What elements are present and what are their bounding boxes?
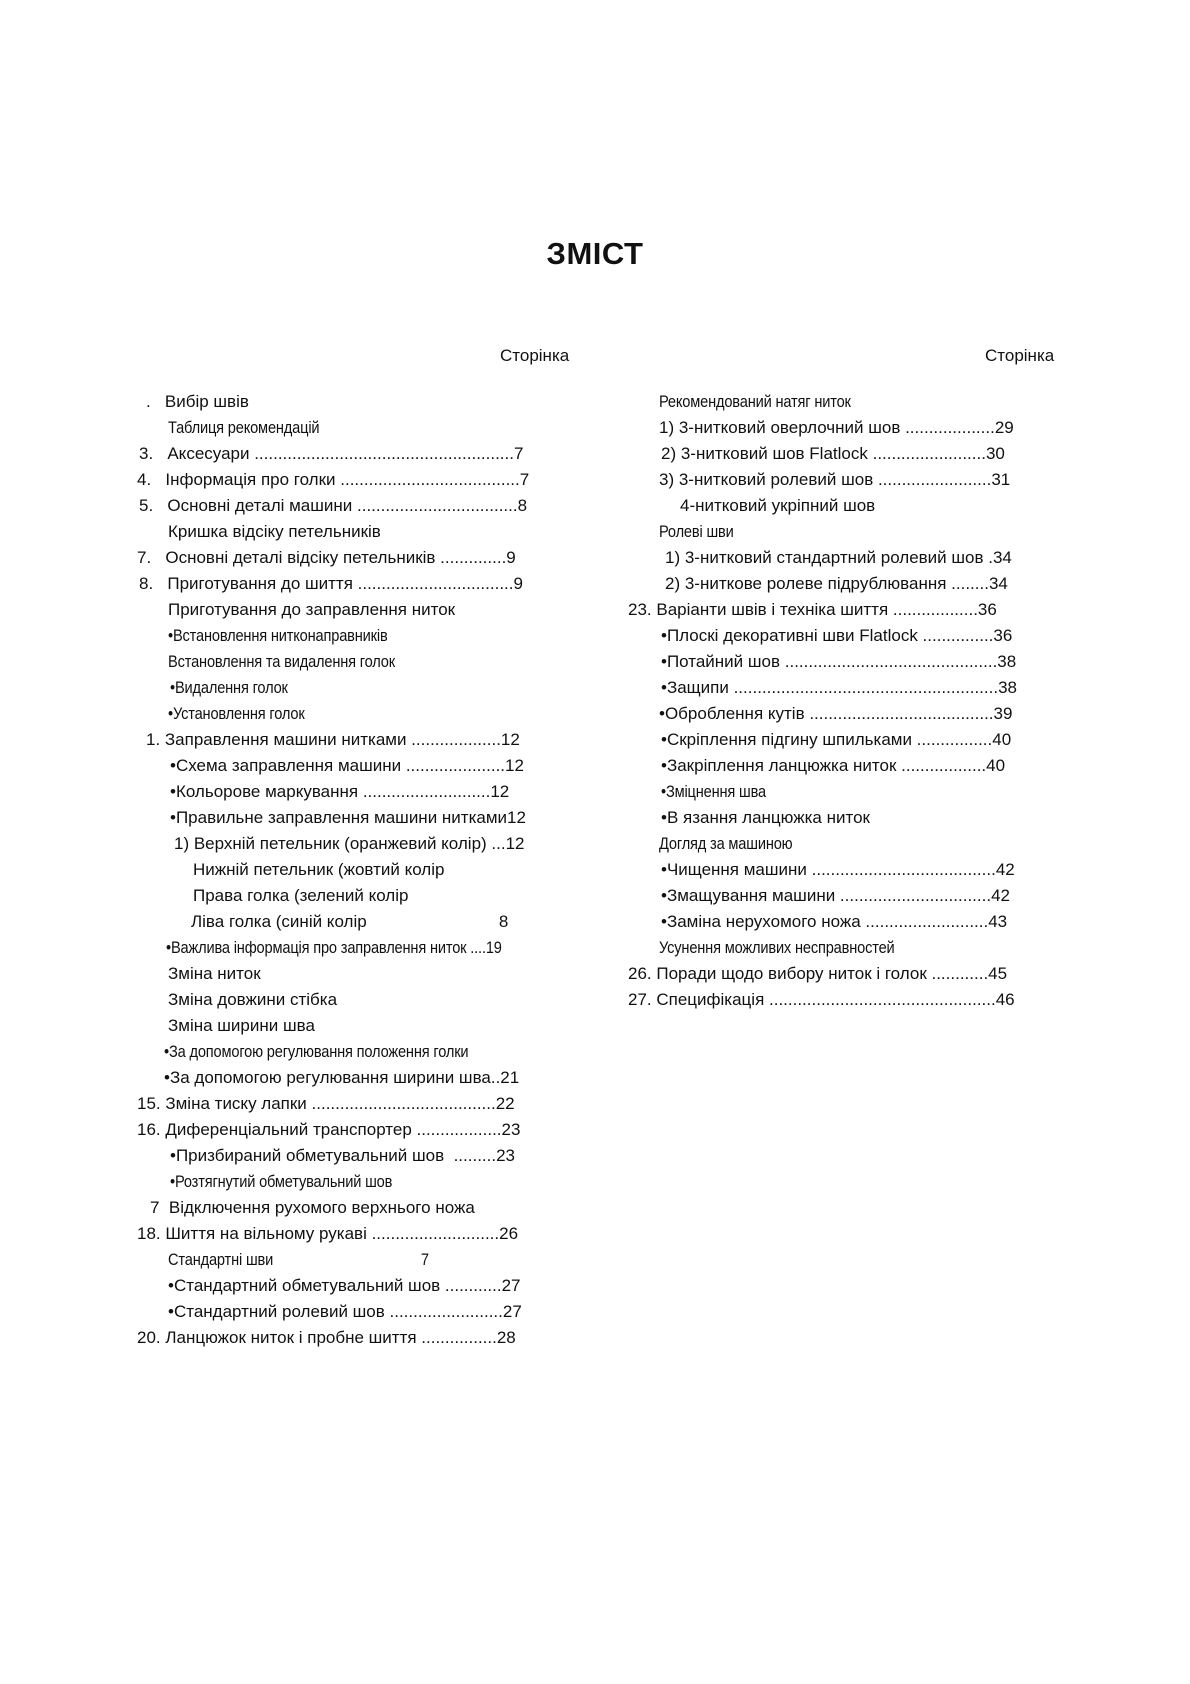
toc-entry: 3) 3-нитковий ролевий шов ........................31 — [659, 470, 1011, 489]
toc-entry: 1) 3-нитковий стандартний ролевий шов .34 — [665, 548, 1012, 567]
page-column-label-left: Сторінка — [500, 346, 570, 365]
page-title: ЗМІСТ — [546, 236, 644, 271]
toc-entry: 26. Поради щодо вибору ниток і голок ............45 — [628, 964, 1008, 983]
toc-entry: •Закріплення ланцюжка ниток ..................40 — [661, 756, 1006, 775]
toc-entry: 3. Аксесуари .......................................................7 — [139, 444, 524, 463]
toc-entry: Приготування до заправлення ниток — [168, 600, 456, 619]
toc-entry: •Схема заправлення машини .....................12 — [170, 756, 524, 775]
toc-entry: •Скріплення підгину шпильками ................40 — [661, 730, 1012, 749]
page-column-label-right: Сторінка — [985, 346, 1055, 365]
toc-entry: •Встановлення нитконаправників — [168, 626, 388, 645]
toc-entry: Стандартні шви 7 — [168, 1250, 429, 1269]
toc-entry: 16. Диференціальний транспортер ..................23 — [137, 1120, 521, 1139]
toc-entry: •Правильне заправлення машини нитками12 — [170, 808, 526, 827]
toc-entry: Зміна ширини шва — [168, 1016, 315, 1035]
toc-entry: •Змащування машини ................................42 — [661, 886, 1010, 905]
toc-entry: •Розтягнутий обметувальний шов — [170, 1172, 393, 1191]
toc-entry: Зміна довжини стібка — [168, 990, 338, 1009]
toc-entry: •Потайний шов .............................................38 — [661, 652, 1017, 671]
toc-entry: Ліва голка (синій колір 8 — [191, 912, 509, 931]
toc-entry: Кришка відсіку петельників — [168, 522, 381, 541]
toc-entry: •Видалення голок — [170, 678, 288, 697]
toc-entry: Рекомендований натяг ниток — [659, 392, 851, 411]
toc-entry: •Плоскі декоративні шви Flatlock ...............36 — [661, 626, 1013, 645]
toc-entry: . Вибір швів — [146, 392, 249, 411]
toc-entry: 1. Заправлення машини нитками ...................12 — [146, 730, 520, 749]
toc-entry: 1) Верхній петельник (оранжевий колір) ...12 — [174, 834, 525, 853]
toc-entry: •Призбираний обметувальний шов .........23 — [170, 1146, 516, 1165]
toc-entry: 15. Зміна тиску лапки .......................................22 — [137, 1094, 515, 1113]
toc-entry: 2) 3-ниткове ролеве підрублювання ........34 — [665, 574, 1008, 593]
toc-entry: 18. Шиття на вільному рукаві ...........................26 — [137, 1224, 519, 1243]
toc-entry: •За допомогою регулювання ширини шва..21 — [164, 1068, 520, 1087]
toc-entry: Права голка (зелений колір — [193, 886, 409, 905]
toc-entry: Зміна ниток — [168, 964, 261, 983]
toc-entry: 7 Відключення рухомого верхнього ножа — [150, 1198, 475, 1217]
toc-entry: •Оброблення кутів .......................................39 — [659, 704, 1013, 723]
toc-entry: 4-нитковий укріпний шов — [680, 496, 876, 515]
toc-entry: Таблиця рекомендацій — [168, 418, 320, 437]
toc-entry: •Стандартний ролевий шов ........................27 — [168, 1302, 522, 1321]
toc-entry: Усунення можливих несправностей — [659, 938, 895, 957]
toc-entry: Нижній петельник (жовтий колір — [193, 860, 445, 879]
toc-entry: Ролеві шви — [659, 522, 734, 541]
toc-entry: 4. Інформація про голки ......................................7 — [137, 470, 530, 489]
toc-entry: •Заміна нерухомого ножа ..........................43 — [661, 912, 1008, 931]
toc-entry: 2) 3-нитковий шов Flatlock ........................30 — [661, 444, 1005, 463]
toc-entry: 20. Ланцюжок ниток і пробне шиття ................28 — [137, 1328, 516, 1347]
toc-entry: Встановлення та видалення голок — [168, 652, 395, 671]
toc-entry: •Стандартний обметувальний шов ............27 — [168, 1276, 521, 1295]
toc-entry: Догляд за машиною — [659, 834, 793, 853]
toc-entry: •Чищення машини .......................................42 — [661, 860, 1015, 879]
toc-entry: •За допомогою регулювання положення голки — [164, 1042, 469, 1061]
toc-entry: 27. Специфікація ................................................46 — [628, 990, 1015, 1009]
toc-entry: •Защипи ........................................................38 — [661, 678, 1017, 697]
toc-entry: 23. Варіанти швів і техніка шиття ..................36 — [628, 600, 997, 619]
toc-entry: •В язання ланцюжка ниток — [661, 808, 870, 827]
toc-entry: •Кольорове маркування ...........................12 — [170, 782, 510, 801]
toc-entry: •Зміцнення шва — [661, 782, 767, 801]
toc-entry: 8. Приготування до шиття .................................9 — [139, 574, 523, 593]
toc-entry: 7. Основні деталі відсіку петельників ..............9 — [137, 548, 516, 567]
toc-entry: •Установлення голок — [168, 704, 305, 723]
toc-entry: •Важлива інформація про заправлення ниток ....19 — [166, 938, 502, 957]
toc-entry: 1) 3-нитковий оверлочний шов ...................29 — [659, 418, 1014, 437]
toc-entry: 5. Основні деталі машини ..................................8 — [139, 496, 528, 515]
